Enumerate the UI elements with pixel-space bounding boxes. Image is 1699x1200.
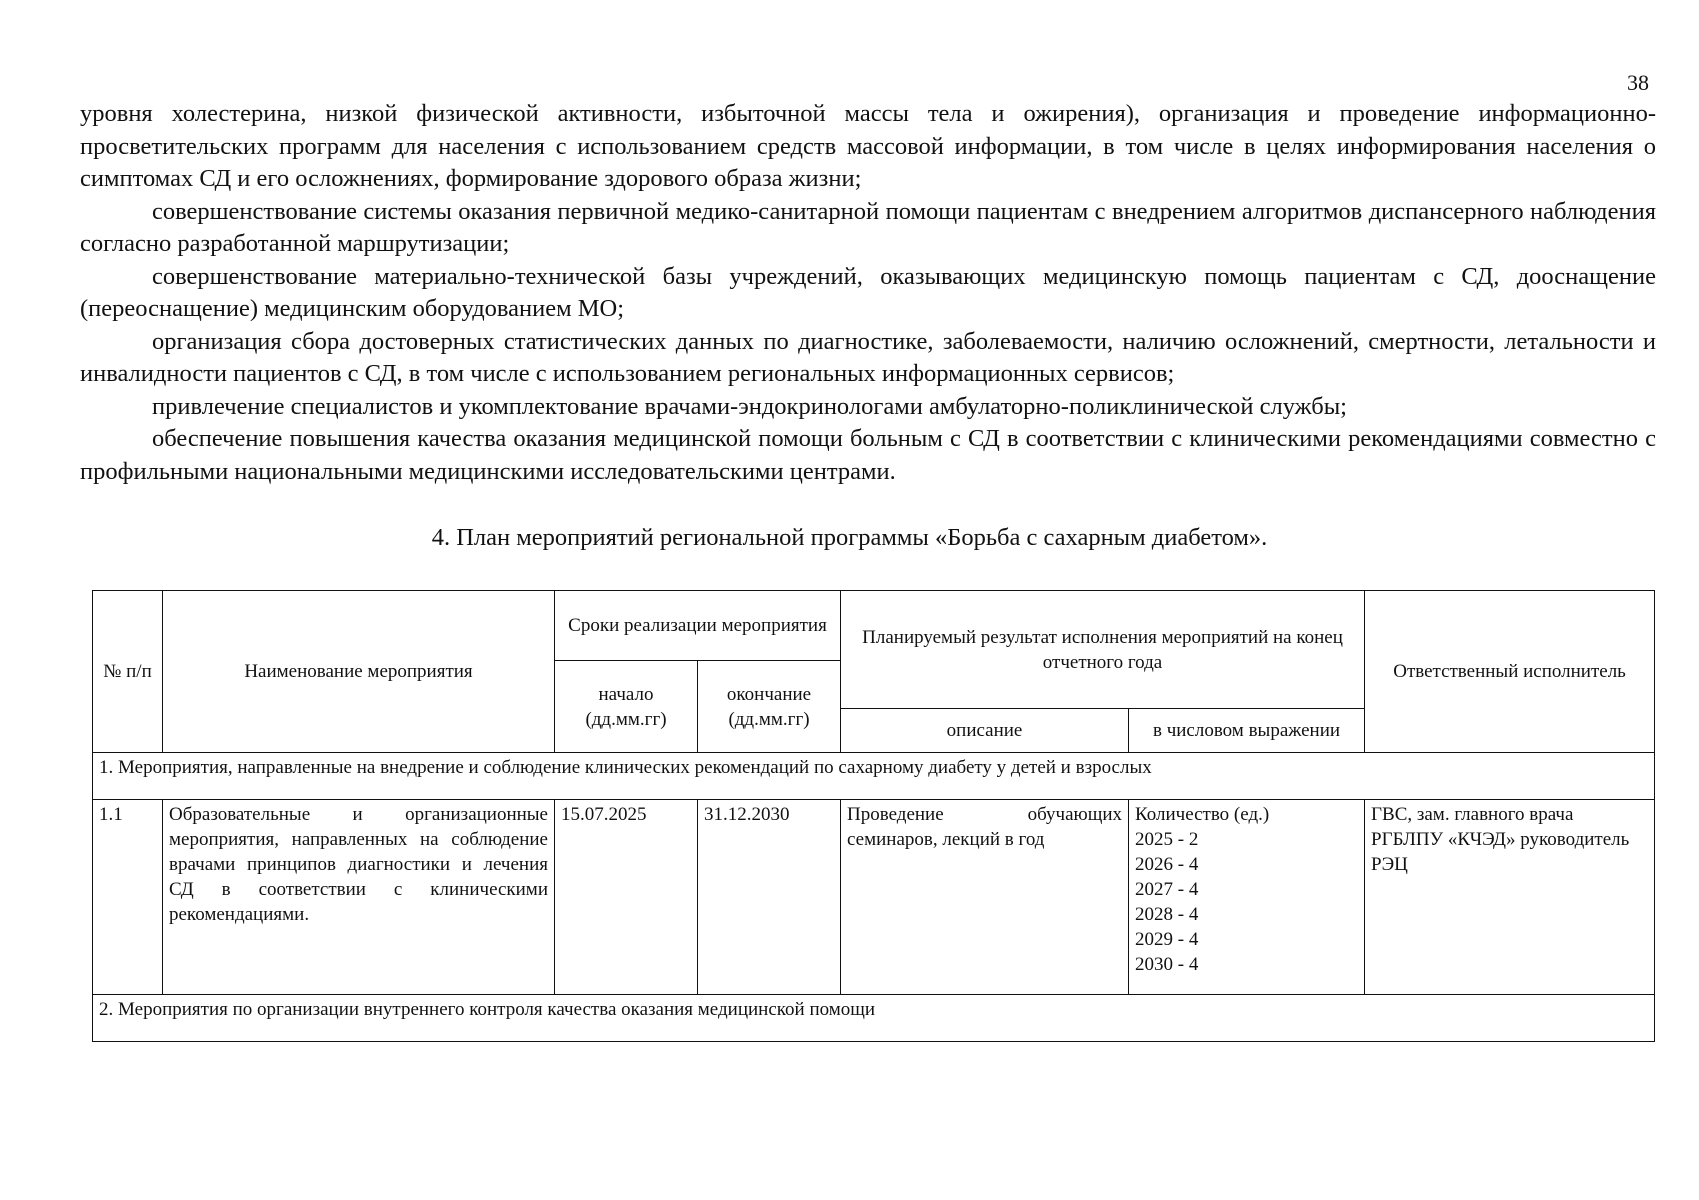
paragraph: организация сбора достоверных статистических данных по диагностике, заболеваемости, наличию осложнений, смертности, летальности и инвалидности пациентов с СД, в том числе с использованием региональных информационных сервисов;	[80, 327, 1656, 387]
plan-table	[92, 590, 1655, 1042]
row-responsible: ГВС, зам. главного врача РГБЛПУ «КЧЭД» руководитель РЭЦ	[1365, 800, 1655, 995]
paragraph: привлечение специалистов и укомплектование врачами-эндокринологами амбулаторно-поликлинической службы;	[152, 392, 1347, 420]
header-name: Наименование мероприятия	[163, 591, 555, 753]
header-terms: Сроки реализации мероприятия	[555, 591, 841, 661]
page-number: 38	[1627, 70, 1649, 95]
header-description: описание	[841, 709, 1129, 753]
header-end: окончание (дд.мм.гг)	[698, 661, 841, 753]
numeric-line: 2029 - 4	[1135, 929, 1199, 950]
row-start: 15.07.2025	[555, 800, 698, 995]
row-description: Проведение обучающих семинаров, лекций в год	[841, 800, 1129, 995]
body-text	[80, 98, 1656, 488]
numeric-line: Количество (ед.)	[1135, 804, 1270, 825]
section-row-2: 2. Мероприятия по организации внутреннего контроля качества оказания медицинской помощи	[93, 995, 1655, 1042]
paragraph: обеспечение повышения качества оказания медицинской помощи больным с СД в соответствии с клиническими рекомендациями совместно с профильными национальными медицинскими исследовательскими центрами.	[80, 425, 1656, 485]
header-start: начало (дд.мм.гг)	[555, 661, 698, 753]
numeric-line: 2027 - 4	[1135, 879, 1199, 900]
section-title: 4. План мероприятий региональной программы «Борьба с сахарным диабетом».	[431, 524, 1268, 551]
paragraph: уровня холестерина, низкой физической активности, избыточной массы тела и ожирения), организация и проведение информационно-просветительских программ для населения с использованием средств массовой информации, в том числе в целях информирования населения о симптомах СД и его осложнениях, формирование здорового образа жизни;	[80, 100, 1656, 192]
header-numeric: в числовом выражении	[1129, 709, 1365, 753]
numeric-line: 2030 - 4	[1135, 954, 1199, 975]
row-name: Образовательные и организационные мероприятия, направленных на соблюдение врачами принципов диагностики и лечения СД в соответствии с клиническими рекомендациями.	[163, 800, 555, 995]
header-num: № п/п	[93, 591, 163, 753]
row-numeric	[1129, 800, 1365, 995]
row-end: 31.12.2030	[698, 800, 841, 995]
paragraph: совершенствование системы оказания первичной медико-санитарной помощи пациентам с внедрением алгоритмов диспансерного наблюдения согласно разработанной маршрутизации;	[80, 197, 1656, 257]
section-row-1: 1. Мероприятия, направленные на внедрение и соблюдение клинических рекомендаций по сахарному диабету у детей и взрослых	[93, 753, 1655, 800]
numeric-line: 2025 - 2	[1135, 829, 1199, 850]
numeric-line: 2028 - 4	[1135, 904, 1199, 925]
row-num: 1.1	[93, 800, 163, 995]
header-result: Планируемый результат исполнения мероприятий на конец отчетного года	[841, 591, 1365, 709]
header-responsible: Ответственный исполнитель	[1365, 591, 1655, 753]
numeric-line: 2026 - 4	[1135, 854, 1199, 875]
paragraph: совершенствование материально-технической базы учреждений, оказывающих медицинскую помощь пациентам с СД, дооснащение (переоснащение) медицинским оборудованием МО;	[80, 262, 1656, 322]
